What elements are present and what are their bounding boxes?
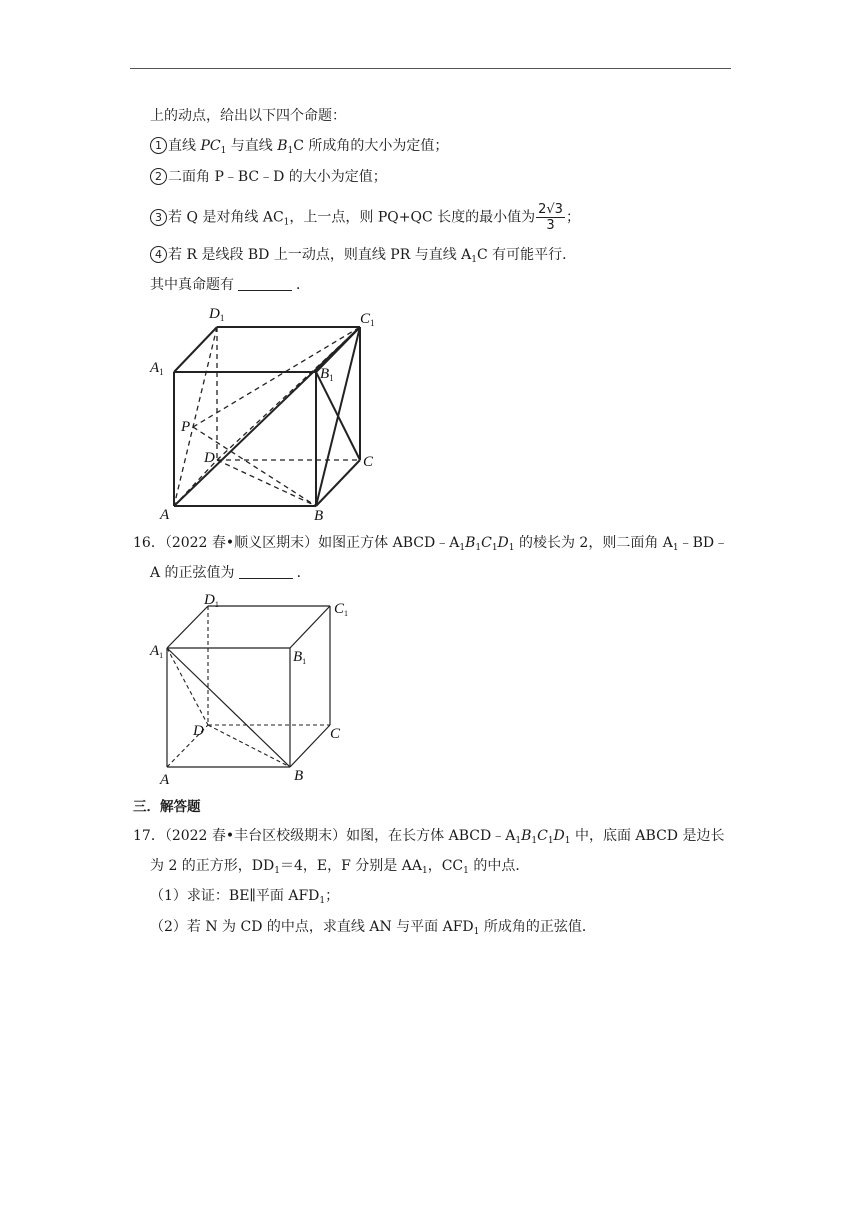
q17-line-2: 为 2 的正方形，$DD_1=4$，E，F 分别是 $AA_1$，$CC_1$ 的中点． bbox=[150, 858, 530, 876]
label-A: A bbox=[160, 507, 170, 523]
q15-proposition-4: 4 若 R 是线段 BD 上一动点，则直线 PR 与直线 $A_1C$ 有可能平行． bbox=[150, 244, 576, 271]
answer-blank bbox=[239, 564, 293, 579]
label-A1: $A_1$ bbox=[150, 360, 164, 377]
label-A1: $A_1$ bbox=[150, 643, 164, 660]
q17-part-2: （2）若 N 为 CD 的中点，求直线 AN 与平面 $AFD_1$ 所成角的正弦值． bbox=[150, 919, 596, 937]
label-P: P bbox=[181, 419, 191, 435]
label-C1: $C_1$ bbox=[360, 311, 375, 328]
label-D: D bbox=[204, 450, 215, 466]
label-B: B bbox=[314, 508, 324, 524]
q17-part-1: （1）求证：BE∥平面 $AFD_1$； bbox=[150, 888, 340, 906]
q15-proposition-1: 1 直线 $PC_1$ 与直线 $B_1C$ 所成角的大小为定值； bbox=[150, 135, 448, 162]
fraction-two-root-three-over-three: $\frac{2√3}{3}$ bbox=[538, 202, 563, 233]
label-B1: $B_1$ bbox=[320, 366, 334, 383]
q15-ask: 其中真命题有 ． bbox=[150, 277, 310, 293]
q17-line-1: 17．（2022 春•丰台区校级期末）如图，在长方体 $ABCD﹣A_1B_1C_1D_1$ 中，底面 ABCD 是边长 bbox=[133, 828, 725, 846]
label-D: D bbox=[193, 723, 204, 739]
label-D1: $D_1$ bbox=[209, 306, 225, 323]
section-heading: 三．解答题 bbox=[133, 799, 201, 815]
q15-proposition-2: 2 二面角 P﹣BC﹣D 的大小为定值； bbox=[150, 166, 387, 188]
label-B1: $B_1$ bbox=[293, 649, 307, 666]
q15-proposition-3: 3 若 Q 是对角线 $AC_1$，上一点，则 PQ+QC 长度的最小值为 $\frac{2√3}{3}$ ； bbox=[150, 202, 580, 234]
circled-number-2: 2 bbox=[150, 168, 167, 185]
circled-number-1: 1 bbox=[150, 137, 167, 154]
circled-number-3: 3 bbox=[150, 209, 167, 226]
circled-number-4: 4 bbox=[150, 246, 167, 263]
q16-line-2: A 的正弦值为 ． bbox=[150, 565, 311, 581]
label-A: A bbox=[160, 772, 170, 788]
q16-line-1: 16．（2022 春•顺义区期末）如图正方体 $ABCD﹣A_1B_1C_1D_1$ 的棱长为 2，则二面角 $A_1﹣BD﹣$ bbox=[133, 535, 729, 553]
header-rule bbox=[130, 68, 731, 69]
q15-cube-figure bbox=[140, 300, 400, 525]
answer-blank bbox=[238, 276, 292, 291]
label-B: B bbox=[294, 768, 304, 784]
q16-cube-figure bbox=[140, 585, 360, 790]
q15-intro: 上的动点，给出以下四个命题： bbox=[150, 108, 346, 124]
label-C1: $C_1$ bbox=[334, 601, 349, 618]
label-D1: $D_1$ bbox=[204, 592, 219, 609]
label-C: C bbox=[363, 454, 374, 470]
label-C: C bbox=[330, 726, 341, 742]
